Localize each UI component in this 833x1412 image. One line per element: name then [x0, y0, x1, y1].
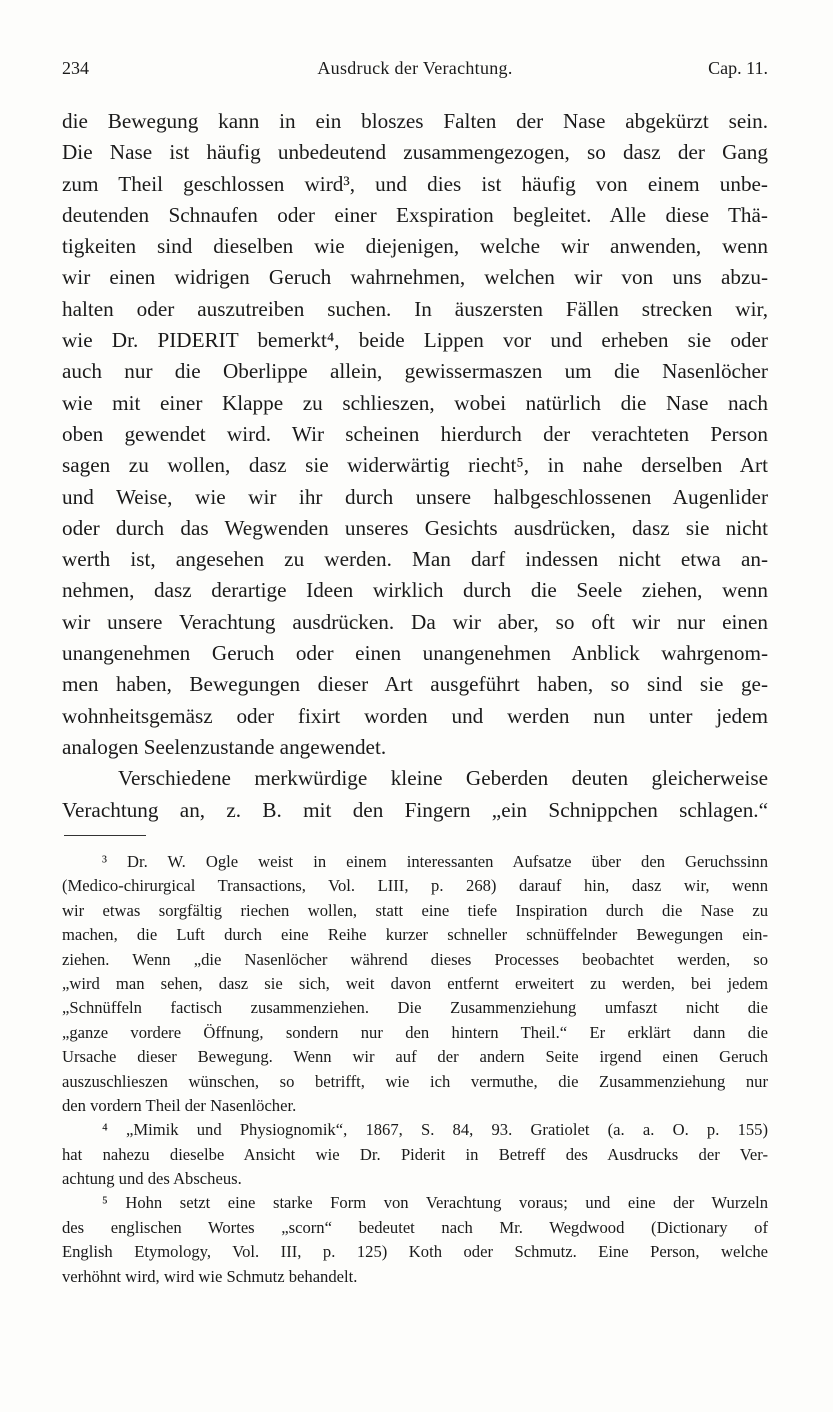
footnote-line: ziehen. Wenn „die Nasenlöcher während dieses Processes beobachtet werden, so: [62, 949, 768, 969]
text-line: wir einen widrigen Geruch wahrnehmen, welchen wir von uns abzu-: [62, 265, 768, 290]
text-line: wie mit einer Klappe zu schlieszen, wobei natürlich die Nase nach: [62, 390, 768, 415]
text-line: Die Nase ist häufig unbedeutend zusammengezogen, so dasz der Gang: [62, 140, 768, 165]
text-line: Verschiedene merkwürdige kleine Geberden deuten gleicherweise: [118, 766, 768, 791]
main-text: [62, 106, 768, 826]
footnote-line: auszuschlieszen wünschen, so betrifft, wie ich vermuthe, die Zusammenziehung nur: [62, 1071, 768, 1091]
footnote-line: des englischen Wortes „scorn“ bedeutet nach Mr. Wegdwood (Dictionary of: [62, 1217, 768, 1237]
text-line: unangenehmen Geruch oder einen unangenehmen Anblick wahrgenom-: [62, 641, 768, 666]
text-line: tigkeiten sind dieselben wie diejenigen, welche wir anwenden, wenn: [62, 234, 768, 259]
footnote-line: „ganze vordere Öffnung, sondern nur den hintern Theil.“ Er erklärt dann die: [62, 1022, 768, 1042]
text-line: werth ist, angesehen zu werden. Man darf indessen nicht etwa an-: [62, 547, 768, 572]
footnote-line: den vordern Theil der Nasenlöcher.: [62, 1095, 297, 1115]
footnote-line: ⁴ „Mimik und Physiognomik“, 1867, S. 84, 93. Gratiolet (a. a. O. p. 155): [102, 1120, 768, 1140]
text-line: Verachtung an, z. B. mit den Fingern „ein Schnippchen schlagen.“: [62, 797, 768, 822]
text-line: oben gewendet wird. Wir scheinen hierdurch der verachteten Person: [62, 421, 768, 446]
footnote-line: machen, die Luft durch eine Reihe kurzer schneller schnüffelnder Bewegungen ein-: [62, 925, 768, 945]
footnote-line: wir etwas sorgfältig riechen wollen, statt eine tiefe Inspiration durch die Nase zu: [62, 900, 768, 920]
text-line: wie Dr. PIDERIT bemerkt⁴, beide Lippen vor und erheben sie oder: [62, 328, 768, 353]
footnote-line: Ursache dieser Bewegung. Wenn wir auf der andern Seite irgend einen Geruch: [62, 1047, 768, 1067]
footnotes: [62, 850, 768, 1289]
footnote-line: (Medico-chirurgical Transactions, Vol. LIII, p. 268) darauf hin, dasz wir, wenn: [62, 876, 768, 896]
text-line: auch nur die Oberlippe allein, gewissermaszen um die Nasenlöcher: [62, 359, 768, 384]
text-line: zum Theil geschlossen wird³, und dies ist häufig von einem unbe-: [62, 171, 768, 196]
footnote-separator: [64, 835, 146, 836]
text-line: analogen Seelenzustande angewendet.: [62, 734, 387, 759]
chapter-label: Cap. 11.: [708, 58, 768, 78]
text-line: nehmen, dasz derartige Ideen wirklich durch die Seele ziehen, wenn: [62, 578, 768, 603]
text-line: die Bewegung kann in ein bloszes Falten der Nase abgekürzt sein.: [62, 109, 768, 133]
footnote-line: ³ Dr. W. Ogle weist in einem interessanten Aufsatze über den Geruchssinn: [102, 852, 768, 871]
text-line: deutenden Schnaufen oder einer Exspiration begleitet. Alle diese Thä-: [62, 202, 768, 227]
page-header: [62, 58, 768, 86]
text-line: men haben, Bewegungen dieser Art ausgeführt haben, so sind sie ge-: [62, 672, 768, 697]
footnote-line: ⁵ Hohn setzt eine starke Form von Verachtung voraus; und eine der Wurzeln: [102, 1193, 768, 1213]
footnote-line: achtung und des Abscheus.: [62, 1169, 242, 1189]
footnote-line: verhöhnt wird, wird wie Schmutz behandelt.: [62, 1266, 358, 1286]
page-number: 234: [62, 58, 89, 78]
text-line: und Weise, wie wir ihr durch unsere halbgeschlossenen Augenlider: [62, 484, 768, 509]
text-line: halten oder auszutreiben suchen. In äuszersten Fällen strecken wir,: [62, 296, 768, 321]
running-title: Ausdruck der Verachtung.: [317, 58, 513, 78]
footnote-line: „Schnüffeln factisch zusammenziehen. Die Zusammenziehung umfaszt nicht die: [62, 998, 768, 1018]
text-line: sagen zu wollen, dasz sie widerwärtig riecht⁵, in nahe derselben Art: [62, 453, 768, 478]
footnote-line: English Etymology, Vol. III, p. 125) Koth oder Schmutz. Eine Person, welche: [62, 1242, 768, 1262]
footnote-line: „wird man sehen, dasz sie sich, weit davon entfernt erweitert zu werden, bei jedem: [62, 973, 768, 993]
text-line: oder durch das Wegwenden unseres Gesichts ausdrücken, dasz sie nicht: [62, 515, 768, 540]
footnote-line: hat nahezu dieselbe Ansicht wie Dr. Piderit in Betreff des Ausdrucks der Ver-: [62, 1144, 768, 1164]
text-line: wohnheitsgemäsz oder fixirt worden und werden nun unter jedem: [62, 703, 768, 728]
text-line: wir unsere Verachtung ausdrücken. Da wir aber, so oft wir nur einen: [62, 609, 768, 634]
